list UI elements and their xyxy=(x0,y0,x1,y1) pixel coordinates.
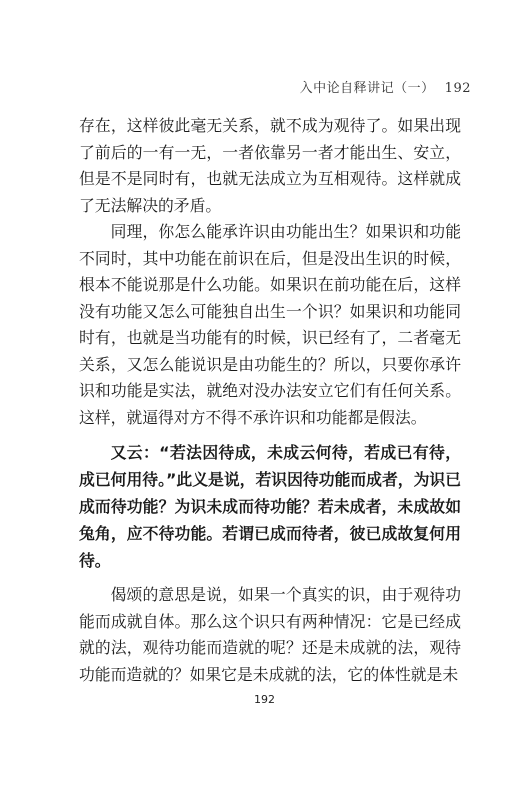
footer-page-number: 192 xyxy=(254,693,275,706)
body-text xyxy=(79,113,461,688)
running-header xyxy=(300,77,471,96)
paragraph-explanation: 偈颂的意思是说，如果一个真实的识，由于观待功能而成就自体。那么这个识只有两种情况：它是已经成就的法，观待功能而造就的呢？还是未成就的法，观待功能而造就的？如果它是未成就的法，它的体性就是未 xyxy=(79,585,461,684)
paragraph-analogy: 同理，你怎么能承许识由功能出生？如果识和功能不同时，其中功能在前识在后，但是没出生识的时候，根本不能说那是什么功能。如果识在前功能在后，这样没有功能又怎么可能独自出生一个识？如果识和功能同时有，也就是当功能有的时候，识已经有了，二者毫无关系，又怎么能说识是由功能生的？所以，只要你承许识和功能是实法，就绝对没办法安立它们有任何关系。这样，就逼得对方不得不承许识和功能都是假法。 xyxy=(79,222,461,427)
paragraph-continuation: 存在，这样彼此毫无关系，就不成为观待了。如果出现了前后的一有一无，一者依靠另一者才能出生、安立，但是不是同时有，也就无法成立为互相观待。这样就成了无法解决的矛盾。 xyxy=(79,116,461,215)
book-title: 入中论自释讲记（一） xyxy=(299,81,435,96)
quoted-verse-commentary: 又云：“若法因待成，未成云何待，若成已有待，成已何用待。”此义是说，若识因待功能而成者，为识已成而待功能？为识未成而待功能？若未成者，未成故如兔角，应不待功能。若谓已成而待者，彼已成故复何用待。 xyxy=(79,443,461,570)
header-page-number: 192 xyxy=(444,81,471,96)
